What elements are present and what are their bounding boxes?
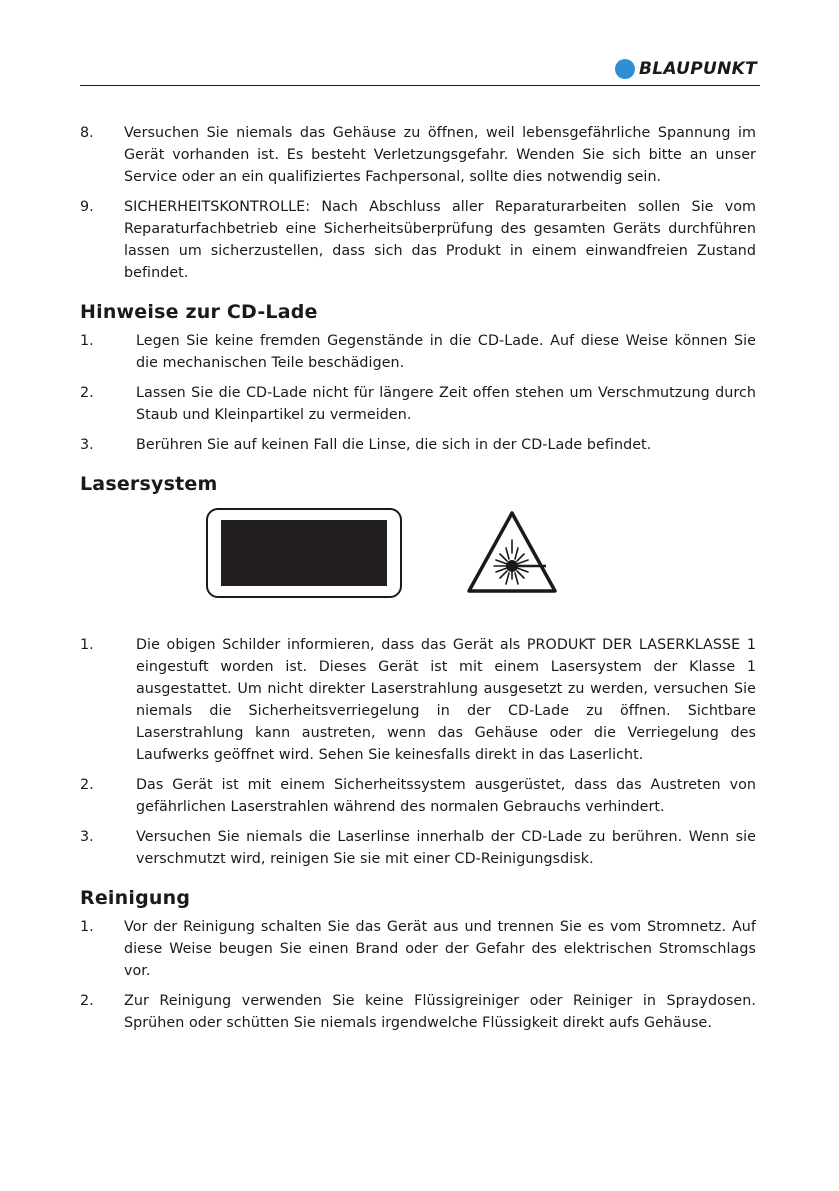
item-text: Vor der Reinigung schalten Sie das Gerät aus und trennen Sie es vom Stromnetz. Auf diese Weise beugen Sie einen Brand oder der Gefahr des elektrischen Stromschlags vor. (124, 919, 756, 979)
item-text: Versuchen Sie niemals die Laserlinse innerhalb der CD-Lade zu berühren. Wenn sie verschmutzt wird, reinigen Sie sie mit einer CD-Reinigungsdisk. (136, 829, 756, 867)
item-number: 1. (80, 637, 94, 653)
section-title-cleaning: Reinigung (80, 887, 191, 909)
item-number: 3. (80, 829, 94, 845)
list-item (80, 774, 756, 818)
laser-class-label (206, 508, 402, 598)
item-text: Legen Sie keine fremden Gegenstände in die CD-Lade. Auf diese Weise können Sie die mechanischen Teile beschädigen. (136, 333, 756, 371)
list-item (80, 826, 756, 870)
laser-list (80, 634, 756, 870)
section-title-laser: Lasersystem (80, 473, 218, 495)
header-divider (80, 85, 760, 86)
list-item (80, 122, 756, 188)
item-number: 8. (80, 125, 94, 141)
item-number: 2. (80, 777, 94, 793)
item-number: 3. (80, 437, 94, 453)
list-item (80, 330, 756, 374)
item-text: Das Gerät ist mit einem Sicherheitssystem ausgerüstet, dass das Austreten von gefährlichen Laserstrahlen während des normalen Gebrauchs verhindert. (136, 777, 756, 815)
brand-logo (615, 58, 757, 80)
list-item (80, 990, 756, 1034)
item-text: Die obigen Schilder informieren, dass das Gerät als PRODUKT DER LASERKLASSE 1 eingestuft worden ist. Dieses Gerät ist mit einem Lasersystem der Klasse 1 ausgestattet. Um nicht direkter Laserstrahlung ausgesetzt zu werden, versuchen Sie niemals die Sicherheitsverriegelung in der CD-Lade zu öffnen. Sichtbare Laserstrahlung kann austreten, wenn das Gehäuse oder die Verriegelung des Laufwerks geöffnet wird. Sehen Sie keinesfalls direkt in das Laserlicht. (136, 637, 756, 763)
list-item (80, 916, 756, 982)
list-item (80, 196, 756, 284)
list-item (80, 634, 756, 766)
item-text: Lassen Sie die CD-Lade nicht für längere Zeit offen stehen um Verschmutzung durch Staub und Kleinpartikel zu vermeiden. (136, 385, 756, 423)
cleaning-list (80, 916, 756, 1034)
item-text: Zur Reinigung verwenden Sie keine Flüssigreiniger oder Reiniger in Spraydosen. Sprühen oder schütten Sie niemals irgendwelche Flüssigkeit direkt aufs Gehäuse. (124, 993, 756, 1031)
laser-warning-icon (466, 510, 558, 594)
item-number: 9. (80, 199, 94, 215)
item-text: Berühren Sie auf keinen Fall die Linse, die sich in der CD-Lade befindet. (136, 437, 652, 453)
safety-list (80, 122, 756, 284)
item-number: 1. (80, 333, 94, 349)
item-number: 2. (80, 993, 94, 1009)
item-number: 2. (80, 385, 94, 401)
cd-list (80, 330, 756, 456)
laser-signs (80, 508, 756, 624)
brand-name: BLAUPUNKT (639, 59, 757, 79)
item-number: 1. (80, 919, 94, 935)
laser-class-label-panel (221, 520, 387, 586)
page-content (80, 122, 756, 1042)
list-item (80, 434, 756, 456)
list-item (80, 382, 756, 426)
page-header (80, 58, 760, 86)
brand-dot-icon (615, 59, 635, 79)
item-text: Versuchen Sie niemals das Gehäuse zu öffnen, weil lebensgefährliche Spannung im Gerät vorhanden ist. Es besteht Verletzungsgefahr. Wenden Sie sich bitte an unser Service oder an ein qualifiziertes Fachpersonal, sollte dies notwendig sein. (124, 125, 756, 185)
section-title-cd: Hinweise zur CD-Lade (80, 301, 318, 323)
item-text: SICHERHEITSKONTROLLE: Nach Abschluss aller Reparaturarbeiten sollen Sie vom Reparaturfachbetrieb eine Sicherheitsüberprüfung des gesamten Geräts durchführen lassen um sicherzustellen, dass sich das Produkt in einem einwandfreien Zustand befindet. (124, 199, 756, 281)
